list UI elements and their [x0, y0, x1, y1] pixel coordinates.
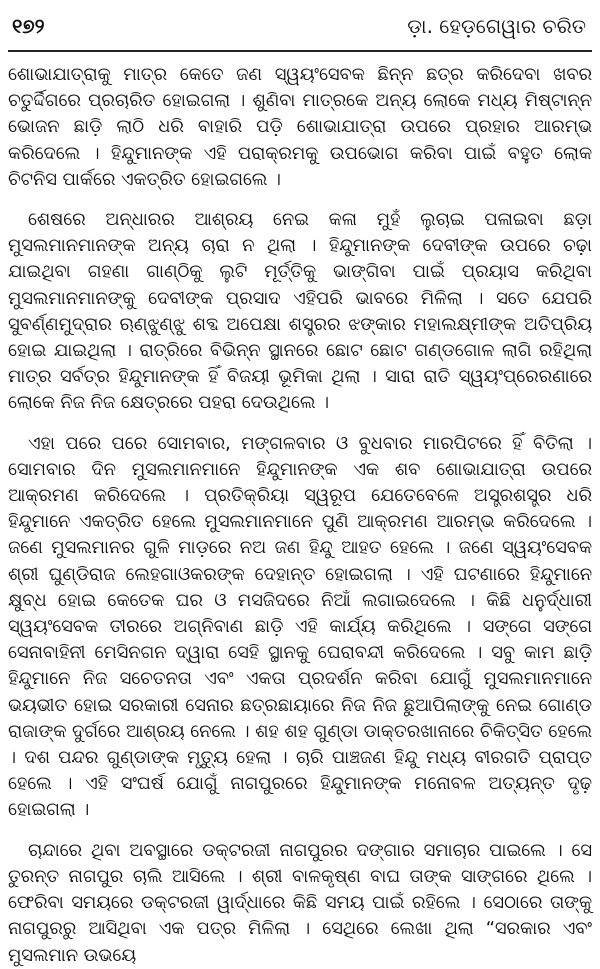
running-title: ଡ଼ା. ହେଡ଼ଗେୱାର ଚରିତ [407, 14, 586, 38]
paragraph: ଶେଷରେ ଅନ୍ଧାରର ଆଶ୍ରୟ ନେଇ କଳା ମୁହଁ ଲୁଚାଇ ପଳାଇବା ଛଡ଼ା ମୁସଲମାନମାନଙ୍କ ଅନ୍ୟ ଚାରା ନ ଥିଲା । ହିନ୍ଦୁମାନଙ୍କ ଦେବୀଙ୍କ ଉପରେ ଚଢ଼ା ଯାଇଥିବା ଗହଣା ଗାଣ୍ଠିକୁ ଲୁଟି ମୂର୍ତ୍ତିକୁ ଭାଙ୍ଗିବା ପାଇଁ ପ୍ରୟାସ କରିଥିବା ମୁସଲମାନମାନଙ୍କୁ ଦେବୀଙ୍କ ପ୍ରସାଦ ଏହିପରି ଭାବରେ ମିଳିଲା । ସତେ ଯେପରି ସୁବର୍ଣ୍ଣମୁଦ୍ରାର ଋଣ୍ଝୁଣ୍ଝୁ ଶବ୍ଦ ଅପେକ୍ଷା ଶସ୍ତ୍ରର ଝଙ୍କାର ମହାଲକ୍ଷ୍ମୀଙ୍କ ଅତିପ୍ରିୟ ହୋଇ ଯାଇଥିଲା । ରାତ୍ରିରେ ବିଭିନ୍ନ ସ୍ଥାନରେ ଛୋଟ ଛୋଟ ଗଣ୍ଡଗୋଳ ଲାଗି ରହିଥିଲା ମାତ୍ର ସର୍ବତ୍ର ହିନ୍ଦୁମାନଙ୍କ ହିଁ ବିଜୟୀ ଭୂମିକା ଥିଲା । ସାରା ରାତି ସ୍ୱୟଂପ୍ରେରଣାରେ ଲୋକେ ନିଜ ନିଜ କ୍ଷେତ୍ରରେ ପହରା ଦେଉଥିଲେ । [8, 209, 592, 414]
paragraph: ଚାନ୍ଦାରେ ଥିବା ଅବସ୍ଥାରେ ଡକ୍ଟରଜୀ ନାଗପୁରର ଦଙ୍ଗାର ସମାଚାର ପାଇଲେ । ସେ ତୁରନ୍ତ ନାଗପୁର ଚାଲି ଆସିଲେ । ଶ୍ରୀ ବାଳକୃଷ୍ଣ ବାଘ ତାଙ୍କ ସାଙ୍ଗରେ ଥିଲେ । ଫେରିବା ସମୟରେ ଡକ୍ଟରଜୀ ୱାର୍ଦ୍ଧାରେ କିଛି ସମୟ ପାଇଁ ରହିଲେ । ସେଠାରେ ତାଙ୍କୁ ନାଗପୁରରୁ ଆସିଥିବା ଏକ ପତ୍ର ମିଳିଲା । ସେଥିରେ ଲେଖା ଥିଲା “ସରକାର ଏବଂ ମୁସଲମାନ ଉଭୟେ [8, 839, 592, 966]
header-divider [8, 50, 592, 52]
page-header [0, 14, 600, 50]
body-text [8, 62, 592, 966]
paragraph: ଏହା ପରେ ପରେ ସୋମବାର, ମଙ୍ଗଳବାର ଓ ବୁଧବାର ମାରପିଟରେ ହିଁ ବିତିଲା । ସୋମବାର ଦିନ ମୁସଲମାନମାନେ ହିନ୍ଦୁମାନଙ୍କ ଏକ ଶବ ଶୋଭାଯାତ୍ରା ଉପରେ ଆକ୍ରମଣ କରିଦେଲେ । ପ୍ରତିକ୍ରିୟା ସ୍ୱରୂପ ଯେତେବେଳେ ଅସ୍ତ୍ରଶସ୍ତ୍ର ଧରି ହିନ୍ଦୁମାନେ ଏକତ୍ରିତ ହେଲେ ମୁସଲମାନମାନେ ପୁଣି ଆକ୍ରମଣ ଆରମ୍ଭ କରିଦେଲେ । ଜଣେ ମୁସଲମାନର ଗୁଳି ମାଡ଼ରେ ନଅ ଜଣ ହିନ୍ଦୁ ଆହତ ହେଲେ । ଜଣେ ସ୍ୱୟଂସେବକ ଶ୍ରୀ ଘୁଣ୍ଡିରାଜ ଲେହଗାଓକରଙ୍କ ଦେହାନ୍ତ ହୋଇଗଲା । ଏହି ଘଟଣାରେ ହିନ୍ଦୁମାନେ କ୍ଷୁବ୍ଧ ହୋଇ କେତେକ ଘର ଓ ମସଜିଦରେ ନିଆଁ ଲଗାଇଦେଲେ । କିଛି ଧନୁର୍ଦ୍ଧାରୀ ସ୍ୱୟଂସେବକ ତୀରରେ ଅଗ୍ନିବାଣ ଛାଡ଼ି ଏହି କାର୍ଯ୍ୟ କରିଥିଲେ । ସଙ୍ଗେ ସଙ୍ଗେ ସେନାବାହିନୀ ମେସିନଗନ ଦ୍ୱାରା ସେହି ସ୍ଥାନକୁ ଘେରାବନ୍ଦୀ କରିଦେଲେ । ସବୁ କାମ ଛାଡ଼ି ହିନ୍ଦୁମାନେ ନିଜ ସଚେତନତା ଏବଂ ଏକତା ପ୍ରଦର୍ଶନ କରିବା ଯୋଗୁଁ ମୁସଲମାନମାନେ ଭୟଭୀତ ହୋଇ ସରକାରୀ ସେନାର ଛତ୍ରଛାୟାରେ ନିଜ ନିଜ ଛୁଆପିଲାଙ୍କୁ ନେଇ ଗୋଣ୍ଡ ରାଜାଙ୍କ ଦୁର୍ଗରେ ଆଶ୍ରୟ ନେଲେ । ଶହ ଶହ ଗୁଣ୍ଡା ଡାକ୍ତରଖାନାରେ ଚିକିତ୍ସିତ ହେଲେ । ଦଶ ପନ୍ଦର ଗୁଣ୍ଡାଙ୍କ ମୃତ୍ୟୁ ହେଲା । ଚାରି ପାଞ୍ଚଜଣ ହିନ୍ଦୁ ମଧ୍ୟ ବୀରଗତି ପ୍ରାପ୍ତ ହେଲେ । ଏହି ସଂଘର୍ଷ ଯୋଗୁଁ ନାଗପୁରରେ ହିନ୍ଦୁମାନଙ୍କ ମନୋବଳ ଅତ୍ୟନ୍ତ ଦୃଢ଼ ହୋଇଗଲା । [8, 432, 592, 821]
page-number: ୧୭୨ [12, 14, 45, 38]
paragraph: ଶୋଭାଯାତ୍ରାକୁ ମାତ୍ର କେତେ ଜଣ ସ୍ୱୟଂସେବକ ଛିନ୍ନ ଛତ୍ର କରିଦେବା ଖବର ଚତୁର୍ଦ୍ଦିଗରେ ପ୍ରଚାରିତ ହୋଇଗଲା । ଶୁଣିବା ମାତ୍ରକେ ଅନ୍ୟ ଲୋକେ ମଧ୍ୟ ମିଷ୍ଟାନ୍ନ ଭୋଜନ ଛାଡ଼ି ଲାଠି ଧରି ବାହାରି ପଡ଼ି ଶୋଭାଯାତ୍ରା ଉପରେ ପ୍ରହାର ଆରମ୍ଭ କରିଦେଲେ । ହିନ୍ଦୁମାନଙ୍କ ଏହି ପରାକ୍ରମକୁ ଉପଭୋଗ କରିବା ପାଇଁ ବହୁତ ଲୋକ ଚିଟନିସ ପାର୍କରେ ଏକତ୍ରିତ ହୋଇଗଲେ । [8, 64, 592, 190]
